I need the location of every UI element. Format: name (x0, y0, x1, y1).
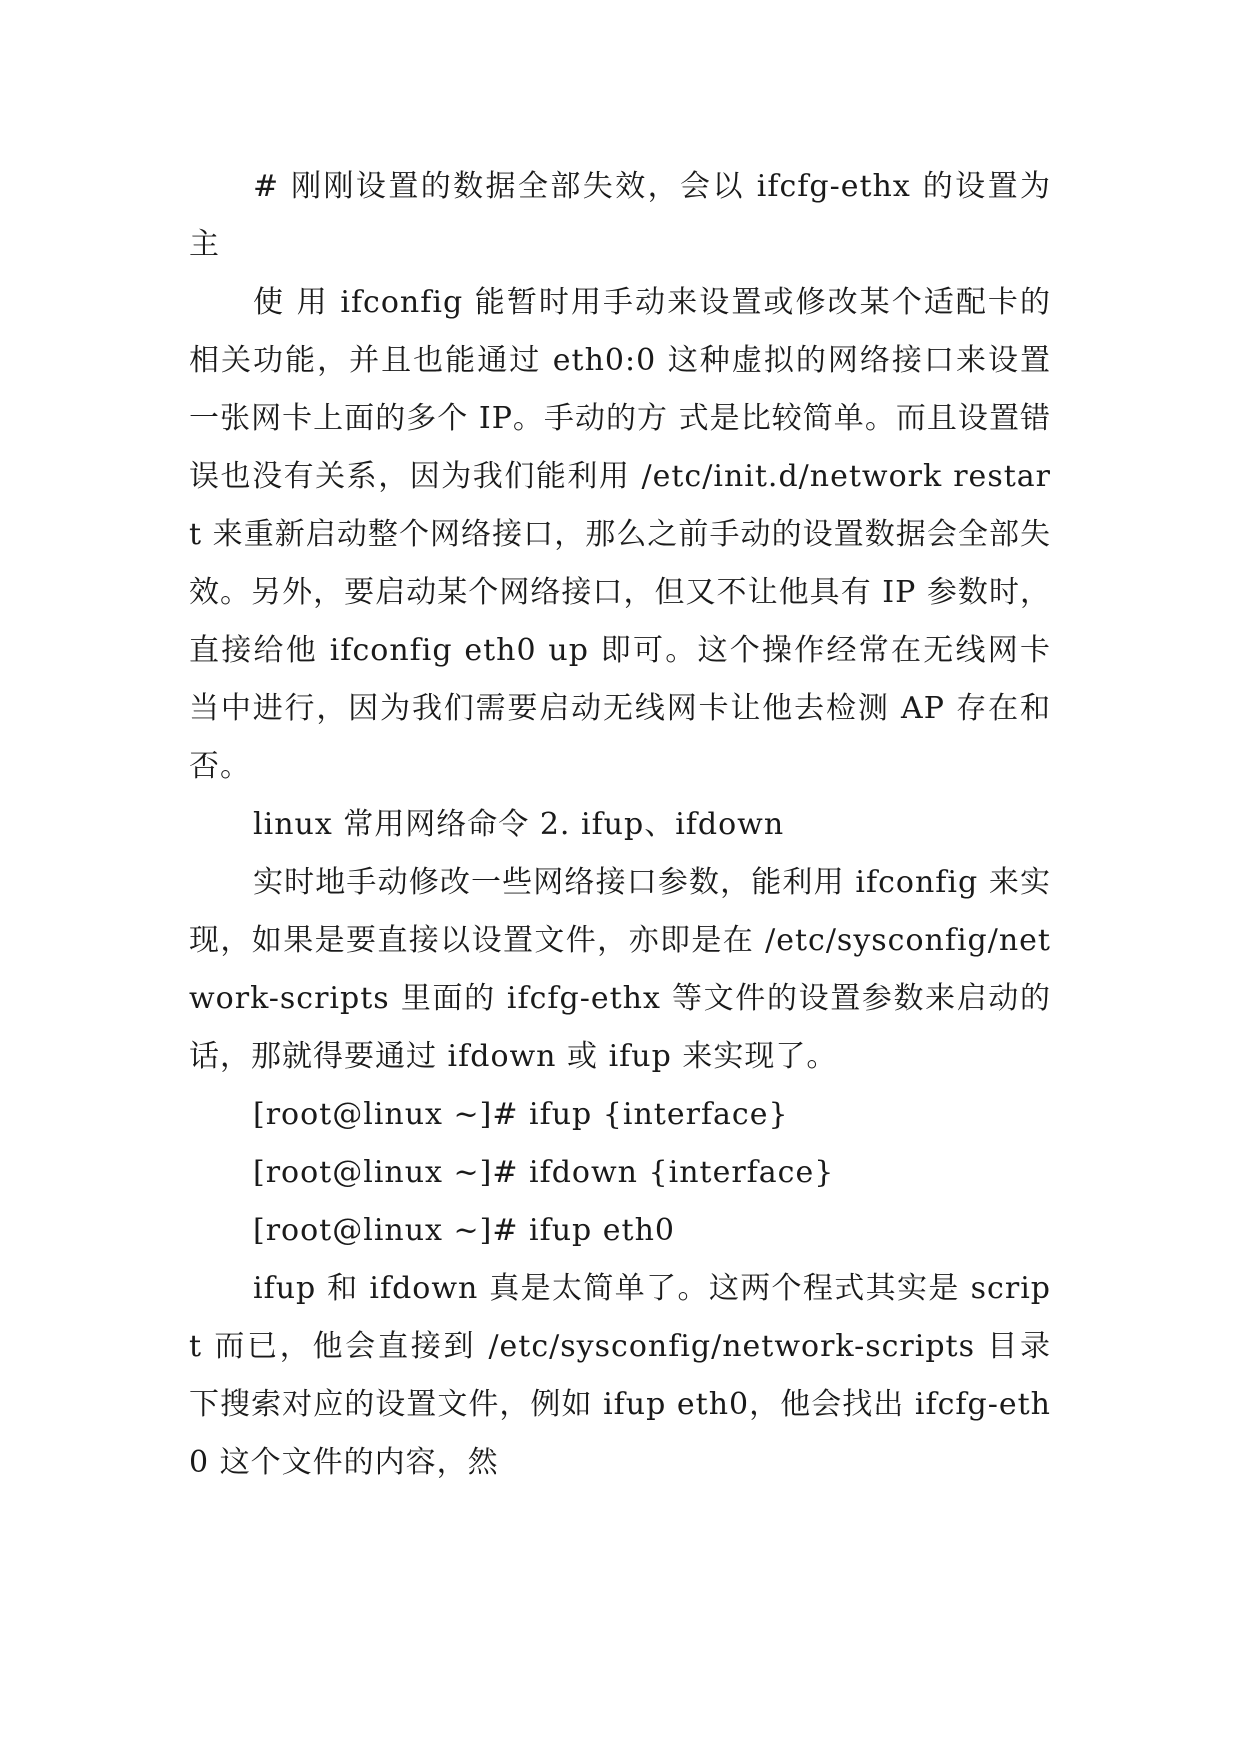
paragraph-ifup-ifdown-intro: 实时地手动修改一些网络接口参数，能利用 ifconfig 来实现，如果是要直接以设置文件，亦即是在 /etc/sysconfig/network-scripts 里面的 ifcfg-ethx 等文件的设置参数来启动的话，那就得要通过 ifdown 或 ifup 来实现了。 (189, 865, 1051, 1074)
code-line-ifup-eth0: [root@linux ~]# ifup eth0 (253, 1213, 676, 1248)
paragraph-ifconfig-usage: 使 用 ifconfig 能暂时用手动来设置或修改某个适配卡的相关功能，并且也能通过 eth0:0 这种虚拟的网络接口来设置一张网卡上面的多个 IP。手动的方 式是比较简单。而且设置错误也没有关系，因为我们能利用 /etc/init.d/network restart 来重新启动整个网络接口，那么之前手动的设置数据会全部失效。另外，要启动某个网络接口，但又不让他具有 IP 参数时，直接给他 ifconfig eth0 up 即可。这个操作经常在无线网卡当中进行，因为我们需要启动无线网卡让他去检测 AP 存在和否。 (189, 285, 1051, 784)
paragraph-ifup-script-explanation: ifup 和 ifdown 真是太简单了。这两个程式其实是 script 而已，他会直接到 /etc/sysconfig/network-scripts 目录下搜索对应的设置文件，例如 ifup eth0，他会找出 ifcfg-eth0 这个文件的内容，然 (189, 1271, 1051, 1480)
code-line-ifdown-interface: [root@linux ~]# ifdown {interface} (253, 1155, 835, 1190)
document-body (189, 158, 1051, 1492)
paragraph-reset-note: # 刚刚设置的数据全部失效，会以 ifcfg-ethx 的设置为主 (189, 169, 1051, 262)
code-line-ifup-interface: [root@linux ~]# ifup {interface} (253, 1097, 789, 1132)
section-heading-ifup-ifdown: linux 常用网络命令 2. ifup、ifdown (253, 807, 785, 842)
